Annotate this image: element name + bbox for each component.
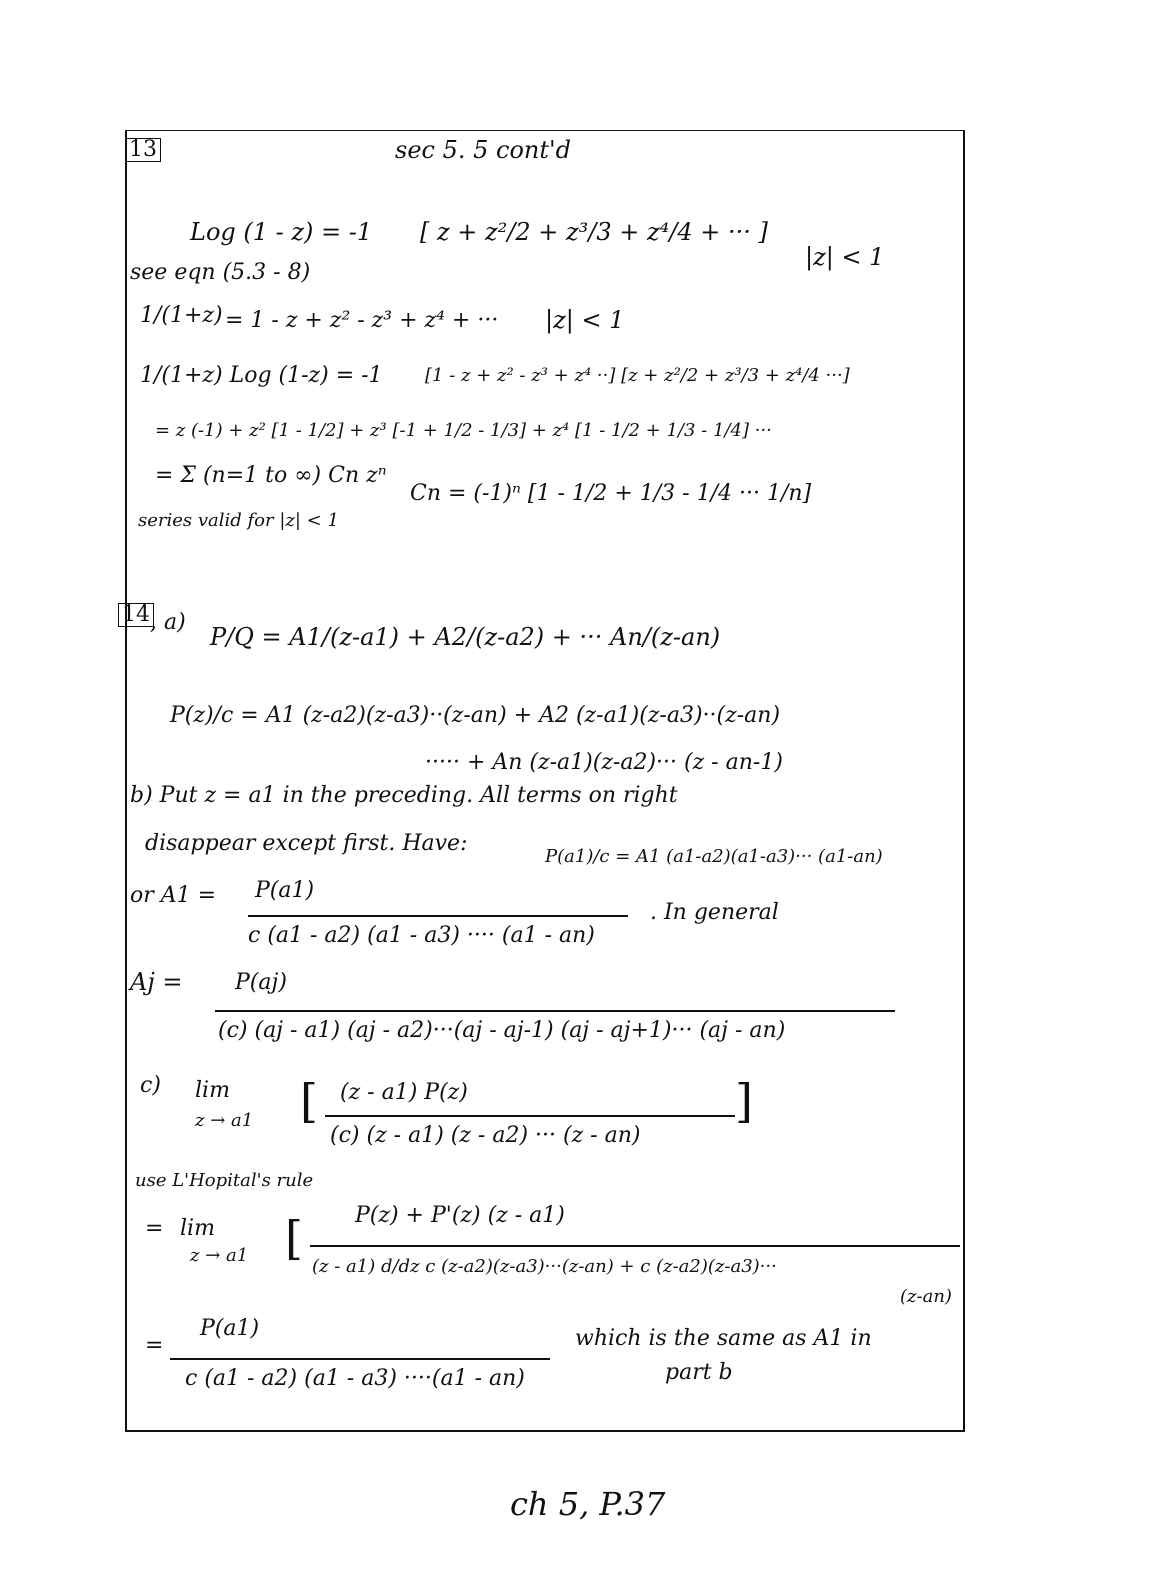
conclusion-line1: which is the same as A1 in	[575, 1326, 872, 1351]
fraction-bar	[215, 1010, 895, 1012]
conclusion-line2: part b	[665, 1360, 733, 1385]
aj-denominator: (c) (aj - a1) (aj - a2)···(aj - aj-1) (aj - aj+1)··· (aj - an)	[218, 1018, 786, 1043]
expansion-line: = z (-1) + z² [1 - 1/2] + z³ [-1 + 1/2 - 1/3] + z⁴ [1 - 1/2 + 1/3 - 1/4] ···	[155, 420, 772, 441]
log-condition: |z| < 1	[805, 243, 885, 271]
part-b-line2: disappear except first. Have:	[145, 831, 468, 856]
cn-definition: Cn = (-1)ⁿ [1 - 1/2 + 1/3 - 1/4 ··· 1/n]	[410, 481, 812, 506]
fraction-bar	[310, 1245, 960, 1247]
section-box-13: 13	[125, 138, 161, 162]
summation-line: = Σ (n=1 to ∞) Cn zⁿ	[155, 463, 387, 488]
bracket-right: ]	[735, 1074, 753, 1128]
section-box-14: 14	[118, 603, 154, 627]
log-lhs: Log (1 - z) = -1	[190, 218, 373, 246]
part-c2-denominator: (z - a1) d/dz c (z-a2)(z-a3)···(z-an) + c (z-a2)(z-a3)···	[312, 1256, 777, 1277]
product-rhs: [1 - z + z² - z³ + z⁴ ··] [z + z²/2 + z³/3 + z⁴/4 ···]	[425, 365, 850, 386]
bracket-left: [	[300, 1074, 318, 1128]
page-title: sec 5. 5 cont'd	[395, 136, 571, 164]
geom-condition: |z| < 1	[545, 306, 625, 334]
part-c2-denominator-tail: (z-an)	[900, 1286, 952, 1307]
lhopital-note: use L'Hopital's rule	[135, 1170, 314, 1191]
partial-fraction-equation: P/Q = A1/(z-a1) + A2/(z-a2) + ··· An/(z-an)	[210, 623, 721, 651]
limit-label-2: lim	[180, 1216, 215, 1241]
in-general-text: . In general	[650, 900, 779, 925]
final-denominator: c (a1 - a2) (a1 - a3) ····(a1 - an)	[185, 1366, 525, 1391]
part-c-label: c)	[140, 1073, 161, 1098]
page-reference: ch 5, P.37	[510, 1485, 666, 1523]
fraction-bar	[248, 915, 628, 917]
part-b-or-label: or A1 =	[130, 883, 217, 908]
aj-label: Aj =	[130, 968, 183, 996]
geom-rhs: = 1 - z + z² - z³ + z⁴ + ···	[225, 308, 499, 333]
limit-label: lim	[195, 1078, 230, 1103]
log-series: [ z + z²/2 + z³/3 + z⁴/4 + ··· ]	[420, 218, 768, 246]
fraction-bar	[170, 1358, 550, 1360]
part-a-label: , a)	[150, 610, 186, 635]
limit-subscript: z → a1	[195, 1110, 254, 1131]
see-equation-ref: see eqn (5.3 - 8)	[130, 260, 311, 285]
geom-lhs: 1/(1+z)	[140, 303, 223, 328]
part-c-denominator: (c) (z - a1) (z - a2) ··· (z - an)	[330, 1123, 641, 1148]
part-b-or-denominator: c (a1 - a2) (a1 - a3) ···· (a1 - an)	[248, 923, 595, 948]
series-validity: series valid for |z| < 1	[138, 510, 339, 531]
part-b-or-numerator: P(a1)	[255, 878, 315, 903]
limit-subscript-2: z → a1	[190, 1245, 249, 1266]
part-c2-numerator: P(z) + P'(z) (z - a1)	[355, 1203, 565, 1228]
part-c-numerator: (z - a1) P(z)	[340, 1080, 468, 1105]
product-lhs: 1/(1+z) Log (1-z) = -1	[140, 363, 383, 388]
fraction-bar	[325, 1115, 735, 1117]
part-a-line2: P(z)/c = A1 (z-a2)(z-a3)··(z-an) + A2 (z-a1)(z-a3)··(z-an)	[170, 703, 781, 728]
final-numerator: P(a1)	[200, 1316, 260, 1341]
aj-numerator: P(aj)	[235, 970, 287, 995]
part-b-line1: b) Put z = a1 in the preceding. All terms on right	[130, 783, 678, 808]
part-a-line3: ····· + An (z-a1)(z-a2)··· (z - an-1)	[425, 750, 783, 775]
bracket-left-2: [	[285, 1211, 303, 1265]
part-c2-equals: =	[145, 1216, 164, 1241]
part-b-have: P(a1)/c = A1 (a1-a2)(a1-a3)··· (a1-an)	[545, 846, 883, 867]
final-equals: =	[145, 1333, 164, 1358]
